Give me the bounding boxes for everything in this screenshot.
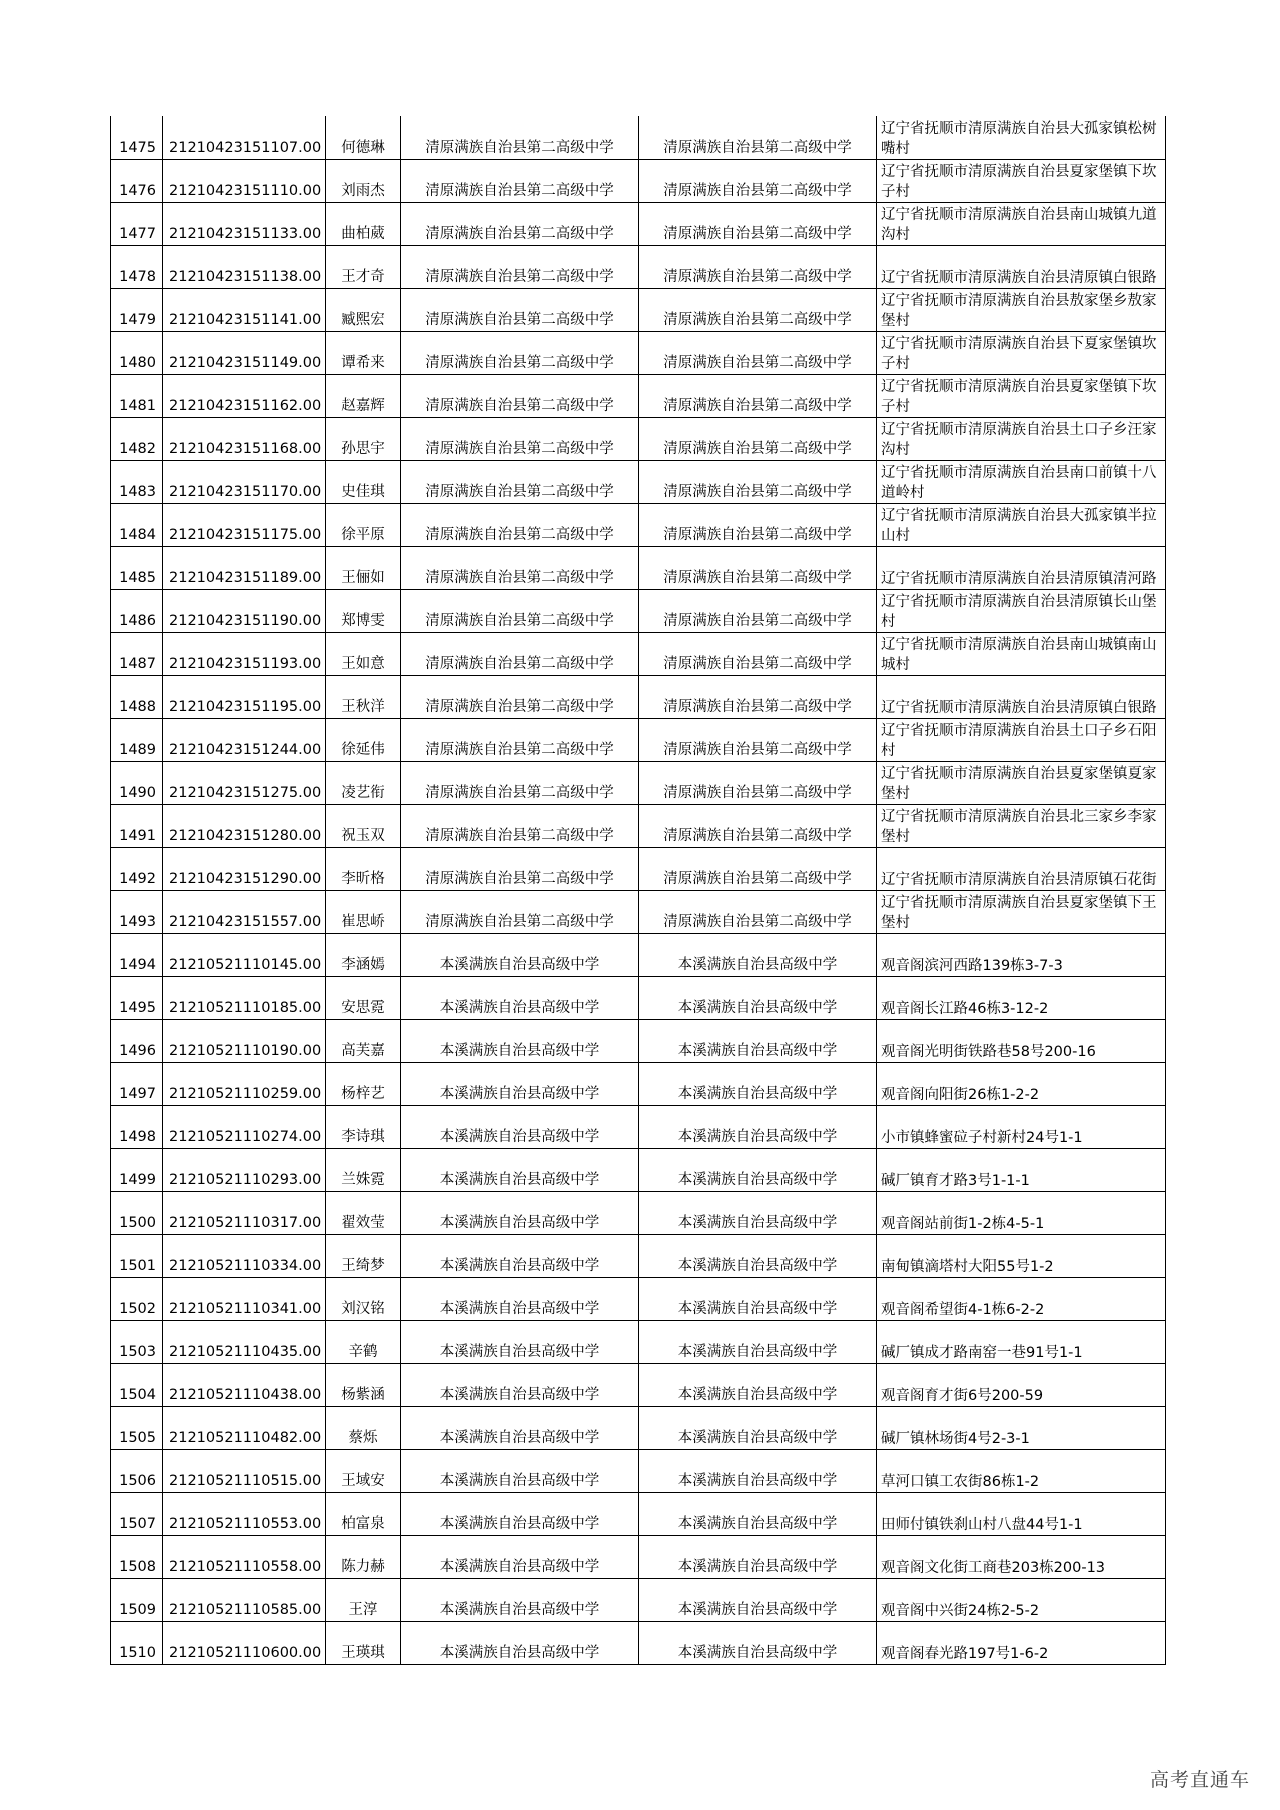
address-cell: 观音阁滨河西路139栋3-7-3	[877, 933, 1166, 976]
row-seq-cell: 1507	[111, 1492, 163, 1535]
student-name-cell: 史佳琪	[326, 460, 401, 503]
student-id-cell: 21210521110553.00	[163, 1492, 326, 1535]
student-id-cell: 21210521110435.00	[163, 1320, 326, 1363]
address-cell: 观音阁向阳街26栋1-2-2	[877, 1062, 1166, 1105]
admit-school-cell: 本溪满族自治县高级中学	[639, 1320, 877, 1363]
row-seq-cell: 1508	[111, 1535, 163, 1578]
student-name-cell: 柏富泉	[326, 1492, 401, 1535]
row-seq-cell: 1476	[111, 159, 163, 202]
table-row	[111, 976, 1166, 1019]
admit-school-cell: 本溪满族自治县高级中学	[639, 1148, 877, 1191]
student-name-cell: 李诗琪	[326, 1105, 401, 1148]
address-cell: 南甸镇滴塔村大阳55号1-2	[877, 1234, 1166, 1277]
table-row	[111, 675, 1166, 718]
student-id-cell: 21210423151133.00	[163, 202, 326, 245]
student-id-cell: 21210423151110.00	[163, 159, 326, 202]
admit-school-cell: 本溪满族自治县高级中学	[639, 1019, 877, 1062]
row-seq-cell: 1494	[111, 933, 163, 976]
school-cell: 本溪满族自治县高级中学	[401, 1406, 639, 1449]
student-id-cell: 21210423151107.00	[163, 116, 326, 159]
admit-school-cell: 清原满族自治县第二高级中学	[639, 116, 877, 159]
row-seq-cell: 1500	[111, 1191, 163, 1234]
row-seq-cell: 1497	[111, 1062, 163, 1105]
student-name-cell: 杨梓艺	[326, 1062, 401, 1105]
admit-school-cell: 本溪满族自治县高级中学	[639, 1191, 877, 1234]
admit-school-cell: 清原满族自治县第二高级中学	[639, 417, 877, 460]
address-cell: 观音阁光明街铁路巷58号200-16	[877, 1019, 1166, 1062]
student-id-cell: 21210521110438.00	[163, 1363, 326, 1406]
row-seq-cell: 1478	[111, 245, 163, 288]
admit-school-cell: 清原满族自治县第二高级中学	[639, 546, 877, 589]
table-row	[111, 417, 1166, 460]
address-cell: 辽宁省抚顺市清原满族自治县清原镇白银路	[877, 245, 1166, 288]
address-cell: 辽宁省抚顺市清原满族自治县土口子乡汪家沟村	[877, 417, 1166, 460]
admit-school-cell: 清原满族自治县第二高级中学	[639, 632, 877, 675]
admit-school-cell: 本溪满族自治县高级中学	[639, 1406, 877, 1449]
student-id-cell: 21210521110185.00	[163, 976, 326, 1019]
school-cell: 本溪满族自治县高级中学	[401, 1062, 639, 1105]
row-seq-cell: 1488	[111, 675, 163, 718]
admit-school-cell: 清原满族自治县第二高级中学	[639, 804, 877, 847]
table-row	[111, 546, 1166, 589]
row-seq-cell: 1477	[111, 202, 163, 245]
admit-school-cell: 本溪满族自治县高级中学	[639, 1535, 877, 1578]
student-name-cell: 兰姝霓	[326, 1148, 401, 1191]
table-row	[111, 1320, 1166, 1363]
student-name-cell: 刘汉铭	[326, 1277, 401, 1320]
school-cell: 本溪满族自治县高级中学	[401, 1234, 639, 1277]
student-id-cell: 21210521110334.00	[163, 1234, 326, 1277]
student-name-cell: 臧熙宏	[326, 288, 401, 331]
row-seq-cell: 1484	[111, 503, 163, 546]
table-row	[111, 1621, 1166, 1664]
student-name-cell: 李涵嫣	[326, 933, 401, 976]
row-seq-cell: 1483	[111, 460, 163, 503]
address-cell: 辽宁省抚顺市清原满族自治县大孤家镇松树嘴村	[877, 116, 1166, 159]
student-name-cell: 王秋洋	[326, 675, 401, 718]
row-seq-cell: 1485	[111, 546, 163, 589]
watermark-text: 高考直通车	[1149, 1769, 1250, 1791]
admit-school-cell: 本溪满族自治县高级中学	[639, 1363, 877, 1406]
address-cell: 观音阁春光路197号1-6-2	[877, 1621, 1166, 1664]
table-row	[111, 1535, 1166, 1578]
student-id-cell: 21210423151244.00	[163, 718, 326, 761]
row-seq-cell: 1502	[111, 1277, 163, 1320]
row-seq-cell: 1480	[111, 331, 163, 374]
student-name-cell: 孙思宇	[326, 417, 401, 460]
student-id-cell: 21210521110190.00	[163, 1019, 326, 1062]
table-row	[111, 1277, 1166, 1320]
admit-school-cell: 本溪满族自治县高级中学	[639, 1062, 877, 1105]
row-seq-cell: 1496	[111, 1019, 163, 1062]
student-id-cell: 21210423151193.00	[163, 632, 326, 675]
school-cell: 清原满族自治县第二高级中学	[401, 847, 639, 890]
admit-school-cell: 清原满族自治县第二高级中学	[639, 202, 877, 245]
address-cell: 碱厂镇林场街4号2-3-1	[877, 1406, 1166, 1449]
student-name-cell: 祝玉双	[326, 804, 401, 847]
admit-school-cell: 清原满族自治县第二高级中学	[639, 847, 877, 890]
student-name-cell: 辛鹤	[326, 1320, 401, 1363]
student-id-cell: 21210423151170.00	[163, 460, 326, 503]
student-name-cell: 王域安	[326, 1449, 401, 1492]
school-cell: 清原满族自治县第二高级中学	[401, 546, 639, 589]
address-cell: 辽宁省抚顺市清原满族自治县敖家堡乡敖家堡村	[877, 288, 1166, 331]
student-id-cell: 21210521110259.00	[163, 1062, 326, 1105]
student-name-cell: 王瑛琪	[326, 1621, 401, 1664]
address-cell: 辽宁省抚顺市清原满族自治县土口子乡石阳村	[877, 718, 1166, 761]
address-cell: 辽宁省抚顺市清原满族自治县南山城镇九道沟村	[877, 202, 1166, 245]
student-name-cell: 李昕格	[326, 847, 401, 890]
row-seq-cell: 1487	[111, 632, 163, 675]
student-name-cell: 王绮梦	[326, 1234, 401, 1277]
student-id-cell: 21210423151149.00	[163, 331, 326, 374]
school-cell: 本溪满族自治县高级中学	[401, 1320, 639, 1363]
student-id-cell: 21210521110515.00	[163, 1449, 326, 1492]
student-name-cell: 凌艺衔	[326, 761, 401, 804]
address-cell: 辽宁省抚顺市清原满族自治县南山城镇南山城村	[877, 632, 1166, 675]
admit-school-cell: 清原满族自治县第二高级中学	[639, 890, 877, 933]
school-cell: 本溪满族自治县高级中学	[401, 1449, 639, 1492]
school-cell: 本溪满族自治县高级中学	[401, 1621, 639, 1664]
row-seq-cell: 1490	[111, 761, 163, 804]
roster-table	[110, 116, 1166, 1665]
address-cell: 田师付镇铁刹山村八盘44号1-1	[877, 1492, 1166, 1535]
table-row	[111, 1578, 1166, 1621]
table-row	[111, 288, 1166, 331]
school-cell: 清原满族自治县第二高级中学	[401, 804, 639, 847]
roster-body	[111, 116, 1166, 1664]
table-row	[111, 116, 1166, 159]
address-cell: 观音阁中兴街24栋2-5-2	[877, 1578, 1166, 1621]
school-cell: 本溪满族自治县高级中学	[401, 1363, 639, 1406]
admit-school-cell: 本溪满族自治县高级中学	[639, 1492, 877, 1535]
admit-school-cell: 本溪满族自治县高级中学	[639, 1578, 877, 1621]
row-seq-cell: 1475	[111, 116, 163, 159]
row-seq-cell: 1495	[111, 976, 163, 1019]
school-cell: 清原满族自治县第二高级中学	[401, 718, 639, 761]
table-row	[111, 331, 1166, 374]
student-name-cell: 曲柏葳	[326, 202, 401, 245]
school-cell: 清原满族自治县第二高级中学	[401, 890, 639, 933]
row-seq-cell: 1510	[111, 1621, 163, 1664]
school-cell: 清原满族自治县第二高级中学	[401, 374, 639, 417]
table-row	[111, 847, 1166, 890]
admit-school-cell: 本溪满族自治县高级中学	[639, 976, 877, 1019]
admit-school-cell: 清原满族自治县第二高级中学	[639, 503, 877, 546]
school-cell: 清原满族自治县第二高级中学	[401, 675, 639, 718]
school-cell: 清原满族自治县第二高级中学	[401, 417, 639, 460]
student-name-cell: 杨紫涵	[326, 1363, 401, 1406]
address-cell: 小市镇蜂蜜砬子村新村24号1-1	[877, 1105, 1166, 1148]
student-name-cell: 高芙嘉	[326, 1019, 401, 1062]
admit-school-cell: 本溪满族自治县高级中学	[639, 1234, 877, 1277]
school-cell: 清原满族自治县第二高级中学	[401, 503, 639, 546]
row-seq-cell: 1479	[111, 288, 163, 331]
student-id-cell: 21210521110317.00	[163, 1191, 326, 1234]
address-cell: 辽宁省抚顺市清原满族自治县大孤家镇半拉山村	[877, 503, 1166, 546]
student-name-cell: 刘雨杰	[326, 159, 401, 202]
school-cell: 本溪满族自治县高级中学	[401, 1019, 639, 1062]
address-cell: 碱厂镇成才路南窑一巷91号1-1	[877, 1320, 1166, 1363]
school-cell: 清原满族自治县第二高级中学	[401, 245, 639, 288]
address-cell: 观音阁育才街6号200-59	[877, 1363, 1166, 1406]
address-cell: 辽宁省抚顺市清原满族自治县夏家堡镇下王堡村	[877, 890, 1166, 933]
school-cell: 清原满族自治县第二高级中学	[401, 589, 639, 632]
admit-school-cell: 清原满族自治县第二高级中学	[639, 374, 877, 417]
address-cell: 辽宁省抚顺市清原满族自治县夏家堡镇下坎子村	[877, 159, 1166, 202]
address-cell: 辽宁省抚顺市清原满族自治县下夏家堡镇坎子村	[877, 331, 1166, 374]
admit-school-cell: 清原满族自治县第二高级中学	[639, 288, 877, 331]
table-row	[111, 374, 1166, 417]
school-cell: 本溪满族自治县高级中学	[401, 1578, 639, 1621]
table-row	[111, 718, 1166, 761]
school-cell: 本溪满族自治县高级中学	[401, 976, 639, 1019]
row-seq-cell: 1481	[111, 374, 163, 417]
student-name-cell: 王淳	[326, 1578, 401, 1621]
school-cell: 本溪满族自治县高级中学	[401, 1535, 639, 1578]
student-name-cell: 王如意	[326, 632, 401, 675]
address-cell: 辽宁省抚顺市清原满族自治县北三家乡李家堡村	[877, 804, 1166, 847]
row-seq-cell: 1504	[111, 1363, 163, 1406]
student-name-cell: 陈力赫	[326, 1535, 401, 1578]
address-cell: 辽宁省抚顺市清原满族自治县夏家堡镇下坎子村	[877, 374, 1166, 417]
school-cell: 清原满族自治县第二高级中学	[401, 761, 639, 804]
school-cell: 本溪满族自治县高级中学	[401, 1105, 639, 1148]
address-cell: 观音阁希望街4-1栋6-2-2	[877, 1277, 1166, 1320]
student-name-cell: 郑博雯	[326, 589, 401, 632]
admit-school-cell: 清原满族自治县第二高级中学	[639, 675, 877, 718]
address-cell: 辽宁省抚顺市清原满族自治县夏家堡镇夏家堡村	[877, 761, 1166, 804]
row-seq-cell: 1506	[111, 1449, 163, 1492]
admit-school-cell: 清原满族自治县第二高级中学	[639, 245, 877, 288]
row-seq-cell: 1491	[111, 804, 163, 847]
row-seq-cell: 1503	[111, 1320, 163, 1363]
student-name-cell: 徐平原	[326, 503, 401, 546]
address-cell: 观音阁长江路46栋3-12-2	[877, 976, 1166, 1019]
student-name-cell: 何德琳	[326, 116, 401, 159]
student-id-cell: 21210521110293.00	[163, 1148, 326, 1191]
address-cell: 辽宁省抚顺市清原满族自治县南口前镇十八道岭村	[877, 460, 1166, 503]
student-name-cell: 王俪如	[326, 546, 401, 589]
admit-school-cell: 清原满族自治县第二高级中学	[639, 460, 877, 503]
student-name-cell: 徐延伟	[326, 718, 401, 761]
row-seq-cell: 1509	[111, 1578, 163, 1621]
school-cell: 本溪满族自治县高级中学	[401, 1492, 639, 1535]
student-id-cell: 21210423151557.00	[163, 890, 326, 933]
student-name-cell: 王才奇	[326, 245, 401, 288]
school-cell: 清原满族自治县第二高级中学	[401, 632, 639, 675]
student-id-cell: 21210521110558.00	[163, 1535, 326, 1578]
school-cell: 清原满族自治县第二高级中学	[401, 460, 639, 503]
student-name-cell: 蔡烁	[326, 1406, 401, 1449]
student-id-cell: 21210423151168.00	[163, 417, 326, 460]
table-row	[111, 1019, 1166, 1062]
student-name-cell: 崔思峤	[326, 890, 401, 933]
student-id-cell: 21210423151189.00	[163, 546, 326, 589]
table-row	[111, 1148, 1166, 1191]
student-id-cell: 21210521110585.00	[163, 1578, 326, 1621]
school-cell: 清原满族自治县第二高级中学	[401, 159, 639, 202]
student-id-cell: 21210521110145.00	[163, 933, 326, 976]
student-id-cell: 21210521110600.00	[163, 1621, 326, 1664]
admit-school-cell: 本溪满族自治县高级中学	[639, 1105, 877, 1148]
row-seq-cell: 1498	[111, 1105, 163, 1148]
table-row	[111, 804, 1166, 847]
admit-school-cell: 本溪满族自治县高级中学	[639, 1449, 877, 1492]
student-id-cell: 21210521110482.00	[163, 1406, 326, 1449]
table-row	[111, 589, 1166, 632]
table-row	[111, 1449, 1166, 1492]
student-id-cell: 21210423151141.00	[163, 288, 326, 331]
table-row	[111, 245, 1166, 288]
address-cell: 观音阁站前街1-2栋4-5-1	[877, 1191, 1166, 1234]
admit-school-cell: 清原满族自治县第二高级中学	[639, 331, 877, 374]
table-row	[111, 1406, 1166, 1449]
student-id-cell: 21210423151190.00	[163, 589, 326, 632]
address-cell: 碱厂镇育才路3号1-1-1	[877, 1148, 1166, 1191]
student-id-cell: 21210521110274.00	[163, 1105, 326, 1148]
table-row	[111, 1062, 1166, 1105]
address-cell: 辽宁省抚顺市清原满族自治县清原镇石花街	[877, 847, 1166, 890]
school-cell: 清原满族自治县第二高级中学	[401, 202, 639, 245]
table-row	[111, 159, 1166, 202]
school-cell: 清原满族自治县第二高级中学	[401, 288, 639, 331]
table-row	[111, 890, 1166, 933]
table-row	[111, 460, 1166, 503]
table-row	[111, 503, 1166, 546]
school-cell: 本溪满族自治县高级中学	[401, 933, 639, 976]
school-cell: 本溪满族自治县高级中学	[401, 1191, 639, 1234]
table-row	[111, 1363, 1166, 1406]
admit-school-cell: 清原满族自治县第二高级中学	[639, 761, 877, 804]
address-cell: 草河口镇工农街86栋1-2	[877, 1449, 1166, 1492]
row-seq-cell: 1499	[111, 1148, 163, 1191]
student-id-cell: 21210423151195.00	[163, 675, 326, 718]
table-row	[111, 632, 1166, 675]
school-cell: 清原满族自治县第二高级中学	[401, 331, 639, 374]
address-cell: 辽宁省抚顺市清原满族自治县清原镇白银路	[877, 675, 1166, 718]
table-row	[111, 933, 1166, 976]
row-seq-cell: 1493	[111, 890, 163, 933]
admit-school-cell: 清原满族自治县第二高级中学	[639, 718, 877, 761]
row-seq-cell: 1486	[111, 589, 163, 632]
admit-school-cell: 本溪满族自治县高级中学	[639, 1277, 877, 1320]
table-row	[111, 202, 1166, 245]
row-seq-cell: 1482	[111, 417, 163, 460]
student-id-cell: 21210423151290.00	[163, 847, 326, 890]
school-cell: 本溪满族自治县高级中学	[401, 1277, 639, 1320]
student-name-cell: 翟效莹	[326, 1191, 401, 1234]
school-cell: 本溪满族自治县高级中学	[401, 1148, 639, 1191]
address-cell: 辽宁省抚顺市清原满族自治县清原镇清河路	[877, 546, 1166, 589]
table-row	[111, 761, 1166, 804]
admit-school-cell: 清原满族自治县第二高级中学	[639, 159, 877, 202]
admit-school-cell: 本溪满族自治县高级中学	[639, 933, 877, 976]
student-name-cell: 谭希来	[326, 331, 401, 374]
row-seq-cell: 1501	[111, 1234, 163, 1277]
row-seq-cell: 1505	[111, 1406, 163, 1449]
row-seq-cell: 1492	[111, 847, 163, 890]
table-row	[111, 1191, 1166, 1234]
admit-school-cell: 清原满族自治县第二高级中学	[639, 589, 877, 632]
row-seq-cell: 1489	[111, 718, 163, 761]
student-id-cell: 21210423151162.00	[163, 374, 326, 417]
student-id-cell: 21210423151138.00	[163, 245, 326, 288]
student-name-cell: 赵嘉辉	[326, 374, 401, 417]
address-cell: 观音阁文化街工商巷203栋200-13	[877, 1535, 1166, 1578]
student-id-cell: 21210423151175.00	[163, 503, 326, 546]
table-row	[111, 1234, 1166, 1277]
address-cell: 辽宁省抚顺市清原满族自治县清原镇长山堡村	[877, 589, 1166, 632]
admit-school-cell: 本溪满族自治县高级中学	[639, 1621, 877, 1664]
student-id-cell: 21210423151280.00	[163, 804, 326, 847]
table-row	[111, 1492, 1166, 1535]
school-cell: 清原满族自治县第二高级中学	[401, 116, 639, 159]
student-name-cell: 安思霓	[326, 976, 401, 1019]
table-row	[111, 1105, 1166, 1148]
student-id-cell: 21210521110341.00	[163, 1277, 326, 1320]
student-id-cell: 21210423151275.00	[163, 761, 326, 804]
